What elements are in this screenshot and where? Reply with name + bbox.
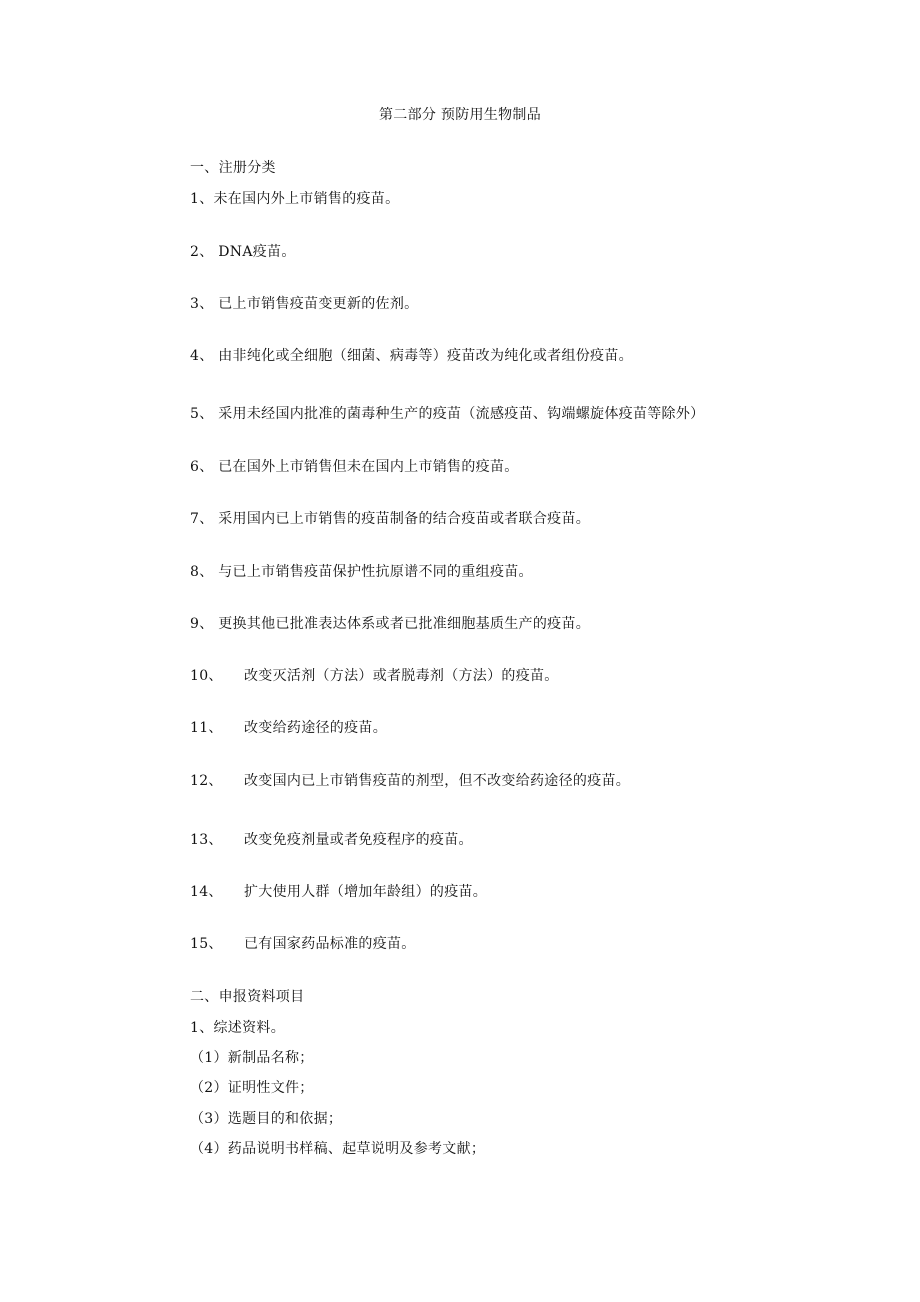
item-text: 扩大使用人群（增加年龄组）的疫苗。	[244, 884, 488, 900]
classification-item-5: 5、 采用未经国内批准的菌毒种生产的疫苗（流感疫苗、钩端螺旋体疫苗等除外）	[190, 406, 705, 422]
materials-subitem-3: （3）选题目的和依据；	[190, 1111, 343, 1127]
classification-item-14	[190, 883, 487, 901]
classification-item-3: 3、 已上市销售疫苗变更新的佐剂。	[190, 296, 419, 312]
item-text: 已有国家药品标准的疫苗。	[244, 936, 416, 952]
section-heading-application-materials: 二、申报资料项目	[190, 989, 305, 1005]
classification-item-13	[190, 831, 473, 849]
classification-item-15	[190, 935, 416, 953]
item-number: 15、	[190, 936, 223, 952]
classification-item-7: 7、 采用国内已上市销售的疫苗制备的结合疫苗或者联合疫苗。	[190, 511, 591, 527]
materials-item-1: 1、综述资料。	[190, 1020, 286, 1036]
materials-subitem-4: （4）药品说明书样稿、起草说明及参考文献；	[190, 1141, 486, 1157]
section-heading-registration-classification: 一、注册分类	[190, 160, 276, 176]
classification-item-8: 8、 与已上市销售疫苗保护性抗原谱不同的重组疫苗。	[190, 564, 533, 580]
item-text: 改变给药途径的疫苗。	[244, 720, 387, 736]
classification-item-1: 1、未在国内外上市销售的疫苗。	[190, 191, 400, 207]
item-number: 11、	[190, 720, 223, 736]
item-text: 改变免疫剂量或者免疫程序的疫苗。	[244, 832, 473, 848]
item-number: 10、	[190, 668, 223, 684]
item-number: 13、	[190, 832, 223, 848]
classification-item-12	[190, 772, 630, 790]
classification-item-10	[190, 667, 559, 685]
classification-item-2: 2、 DNA疫苗。	[190, 244, 296, 260]
item-text: 改变灭活剂（方法）或者脱毒剂（方法）的疫苗。	[244, 668, 559, 684]
item-number: 12、	[190, 773, 223, 789]
document-title: 第二部分 预防用生物制品	[378, 107, 542, 123]
materials-subitem-2: （2）证明性文件；	[190, 1080, 314, 1096]
item-number: 14、	[190, 884, 223, 900]
classification-item-6: 6、 已在国外上市销售但未在国内上市销售的疫苗。	[190, 459, 519, 475]
item-text: 改变国内已上市销售疫苗的剂型，但不改变给药途径的疫苗。	[244, 773, 631, 789]
classification-item-9: 9、 更换其他已批准表达体系或者已批准细胞基质生产的疫苗。	[190, 616, 591, 632]
classification-item-11	[190, 719, 387, 737]
materials-subitem-1: （1）新制品名称；	[190, 1050, 314, 1066]
classification-item-4: 4、 由非纯化或全细胞（细菌、病毒等）疫苗改为纯化或者组份疫苗。	[190, 348, 633, 364]
